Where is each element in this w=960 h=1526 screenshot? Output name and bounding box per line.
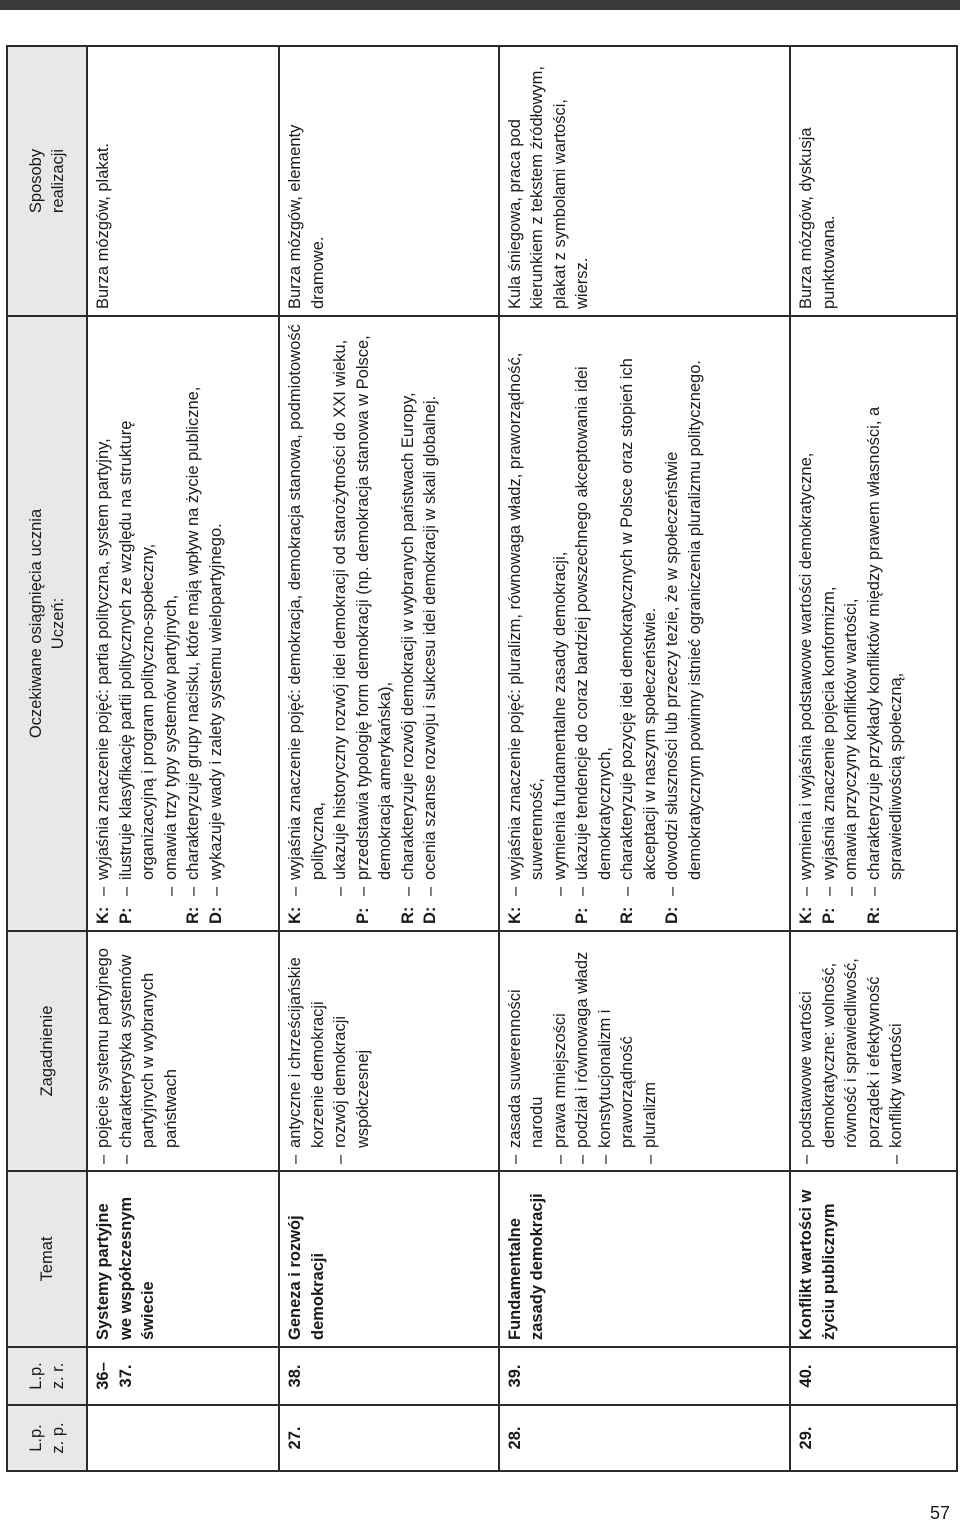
cell-zagadnienie xyxy=(279,931,499,1171)
achievement-item: – wyjaśnia znaczenie pojęć: pluralizm, równowaga władz, praworządność, suwerenność, xyxy=(504,323,549,896)
zagadnienie-item: – konflikty wartości xyxy=(885,938,908,1164)
achievement-item: – ocenia szanse rozwoju i sukcesu idei demokracji w skali globalnej. xyxy=(419,323,442,896)
page-number: 57 xyxy=(930,1503,951,1523)
header-lp-a: L.p. z. p. xyxy=(7,1405,87,1471)
achievement-item: – wymienia fundamentalne zasady demokracji, xyxy=(549,323,572,896)
header-lp-b: L.p. z. r. xyxy=(7,1347,87,1405)
achievement-item: – wyjaśnia znaczenie pojęć: partia polityczna, system partyjny, xyxy=(92,323,115,896)
achievement-item: – wymienia i wyjaśnia podstawowe wartości demokratyczne, xyxy=(795,323,818,896)
achievement-item: – charakteryzuje pozycję idei demokratycznych w Polsce oraz stopień ich akceptacji w naszym społeczeństwie. xyxy=(616,323,661,896)
achievement-level-label: R: xyxy=(184,906,202,924)
achievement-item: – omawia przyczyny konfliktów wartości, xyxy=(840,323,863,896)
zagadnienie-item: – podział i równowaga władz xyxy=(571,938,594,1164)
zagadnienie-item: – konstytucjonalizm i praworządność xyxy=(594,938,639,1164)
achievement-item: – omawia trzy typy systemów partyjnych, xyxy=(160,323,183,896)
achievement-item: – ukazuje tendencje do coraz bardziej powszechnego akceptowania idei demokratycznych, xyxy=(571,323,616,896)
table-row xyxy=(790,46,957,1471)
zagadnienie-item: – charakterystyka systemów partyjnych w wybranych państwach xyxy=(115,938,183,1164)
header-osiagniecia: Oczekiwane osiągnięcia ucznia Uczeń: xyxy=(7,316,87,931)
cell-zagadnienie xyxy=(499,931,790,1171)
cell-osiagniecia xyxy=(790,316,957,931)
achievement-item: – charakteryzuje grupy nacisku, które mają wpływ na życie publiczne, xyxy=(182,323,205,896)
cell-lp-b: 40. xyxy=(790,1347,957,1405)
achievement-group xyxy=(863,323,908,924)
achievement-level-label: K: xyxy=(505,906,524,924)
cell-lp-a: 27. xyxy=(279,1405,499,1471)
achievement-group xyxy=(92,323,115,924)
achievement-item: – ilustruje klasyfikację partii politycznych ze względu na strukturę organizacyjną i program polityczno-społeczny, xyxy=(115,323,160,896)
achievement-item: – wyjaśnia znaczenie pojęcia konformizm, xyxy=(818,323,841,896)
zagadnienie-item: – prawa mniejszości xyxy=(549,938,572,1164)
achievement-group xyxy=(284,323,352,924)
table-row xyxy=(499,46,790,1471)
achievement-level-label: K: xyxy=(797,906,816,924)
cell-temat: Fundamentalne zasady demokracji xyxy=(499,1171,790,1347)
achievement-group xyxy=(616,323,661,924)
achievement-group xyxy=(115,323,183,924)
cell-temat: Systemy partyjne we współczesnym świecie xyxy=(87,1171,279,1347)
achievement-item: – przedstawia typologię form demokracji (np. demokracja stanowa w Polsce, demokracja amerykańska), xyxy=(352,323,397,896)
cell-osiagniecia xyxy=(279,316,499,931)
cell-zagadnienie xyxy=(790,931,957,1171)
achievement-item: – ukazuje historyczny rozwój idei demokracji od starożytności do XXI wieku, xyxy=(329,323,352,896)
achievement-level-label: P: xyxy=(819,907,838,924)
achievement-level-label: D: xyxy=(206,906,225,924)
cell-sposoby: Burza mózgów, elementy dramowe. xyxy=(279,46,499,316)
achievement-level-label: P: xyxy=(116,907,135,924)
cell-sposoby: Kula śniegowa, praca pod kierunkiem z tekstem źródłowym, plakat z symbolami wartości, wiersz. xyxy=(499,46,790,316)
cell-temat: Geneza i rozwój demokracji xyxy=(279,1171,499,1347)
achievement-level-label: K: xyxy=(94,906,112,924)
achievement-level-label: D: xyxy=(421,906,440,924)
top-rule xyxy=(0,0,960,10)
achievement-group xyxy=(419,323,442,924)
zagadnienie-item: – zasada suwerenności narodu xyxy=(504,938,549,1164)
achievement-level-label: D: xyxy=(663,906,682,924)
table-row xyxy=(279,46,499,1471)
zagadnienie-item: – pojęcie systemu partyjnego xyxy=(92,938,115,1164)
cell-sposoby: Burza mózgów, plakat. xyxy=(87,46,279,316)
zagadnienie-item: – podstawowe wartości demokratyczne: wolność, równość i sprawiedliwość, porządek i efektywność xyxy=(795,938,885,1164)
header-sposoby: Sposoby realizacji xyxy=(7,46,87,316)
zagadnienie-item: – antyczne i chrześcijańskie korzenie demokracji xyxy=(284,938,329,1164)
table-row xyxy=(87,46,279,1471)
achievement-group xyxy=(397,323,420,924)
achievement-item: – wyjaśnia znaczenie pojęć: demokracja, demokracja stanowa, podmiotowość polityczna, xyxy=(284,323,329,896)
cell-sposoby: Burza mózgów, dyskusja punktowana. xyxy=(790,46,957,316)
achievement-level-label: P: xyxy=(353,907,372,924)
achievement-group xyxy=(818,323,863,924)
cell-lp-b: 36–37. xyxy=(87,1347,279,1405)
cell-lp-a: 29. xyxy=(790,1405,957,1471)
achievement-group xyxy=(504,323,572,924)
achievement-level-label: R: xyxy=(398,906,417,924)
achievement-level-label: R: xyxy=(864,906,883,924)
achievement-level-label: P: xyxy=(573,907,592,924)
achievement-item: – charakteryzuje rozwój demokracji w wybranych państwach Europy, xyxy=(397,323,420,896)
achievement-group xyxy=(661,323,706,924)
achievement-group xyxy=(205,323,228,924)
cell-lp-b: 38. xyxy=(279,1347,499,1405)
rotated-page xyxy=(6,47,958,1472)
cell-lp-b: 39. xyxy=(499,1347,790,1405)
cell-osiagniecia xyxy=(499,316,790,931)
achievement-group xyxy=(571,323,616,924)
zagadnienie-item: – pluralizm xyxy=(639,938,662,1164)
achievement-group xyxy=(182,323,205,924)
cell-lp-a xyxy=(87,1405,279,1471)
header-temat: Temat xyxy=(7,1171,87,1347)
cell-lp-a: 28. xyxy=(499,1405,790,1471)
achievement-item: – dowodzi słuszności lub przeczy tezie, że w społeczeństwie demokratycznym powinny istnieć ograniczenia pluralizmu politycznego. xyxy=(661,323,706,896)
achievement-level-label: K: xyxy=(286,906,305,924)
achievement-item: – charakteryzuje przykłady konfliktów między prawem własności, a sprawiedliwością społeczną, xyxy=(863,323,908,896)
header-row xyxy=(7,46,87,1471)
cell-zagadnienie xyxy=(87,931,279,1171)
cell-osiagniecia xyxy=(87,316,279,931)
header-zagadnienie: Zagadnienie xyxy=(7,931,87,1171)
achievement-group xyxy=(352,323,397,924)
achievement-item: – wykazuje wady i zalety systemu wielopartyjnego. xyxy=(205,323,228,896)
zagadnienie-item: – rozwój demokracji współczesnej xyxy=(329,938,374,1164)
cell-temat: Konflikt wartości w życiu publicznym xyxy=(790,1171,957,1347)
achievement-group xyxy=(795,323,818,924)
achievement-level-label: R: xyxy=(618,906,637,924)
curriculum-table xyxy=(6,45,958,1472)
